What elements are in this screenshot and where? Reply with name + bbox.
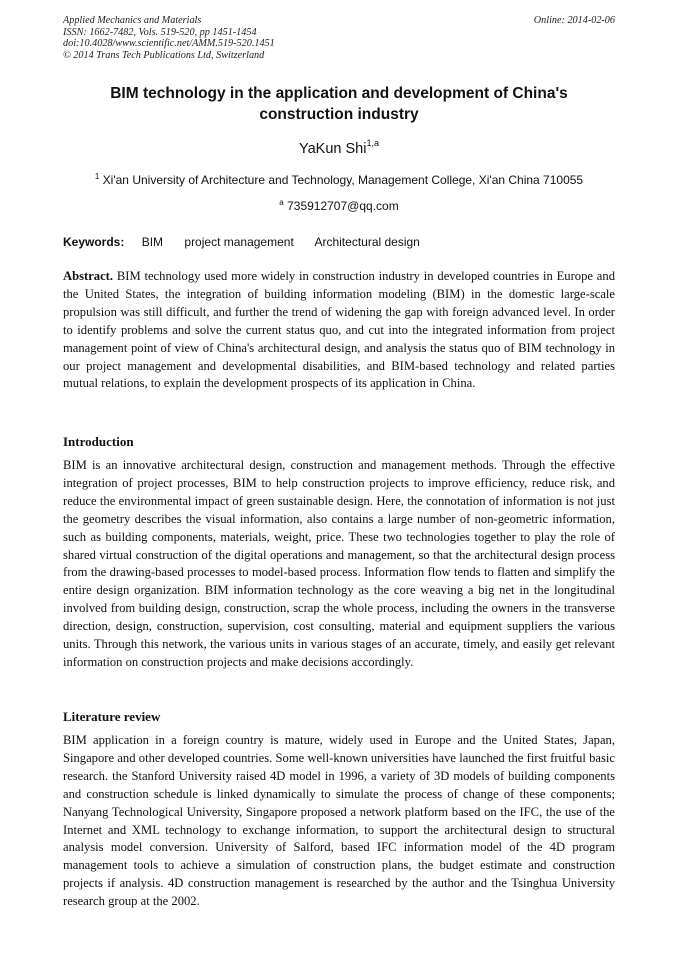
keyword: BIM	[141, 235, 164, 249]
literature-review-text: BIM application in a foreign country is mature, widely used in Europe and the United States, Japan, Singapore and other developed countries. Some well-known universities have launched the first fruitful basic research. the Stanford University raised 4D model in 1996, a variety of 3D models of building components and construction schedule is linked dynamically to simulate the process of change of these components; Nanyang Technological University, Singapore proposed a network platform based on the IFC, the use of the Internet and XML technology to exchange information, to support the architectural design to structural analysis model conversion. University of Salford, based IFC information model of the 4D program management tools to achieve a simulation of construction plans, the budget estimate and construction projects if analysis. 4D construction management is researched by the author and the Tsinghua University research group at the 2002.	[63, 733, 615, 909]
abstract	[63, 268, 615, 393]
email-sup: a	[279, 198, 284, 207]
keywords-label: Keywords:	[63, 235, 125, 249]
literature-review-heading: Literature review	[63, 709, 161, 724]
journal-doi: doi:10.4028/www.scientific.net/AMM.519-520.1451	[63, 38, 275, 50]
email-line	[63, 198, 615, 213]
abstract-label: Abstract.	[63, 269, 114, 283]
affiliation-text: Xi'an University of Architecture and Technology, Management College, Xi'an China 710055	[102, 173, 584, 187]
online-date: Online: 2014-02-06	[533, 15, 615, 26]
keyword: project management	[184, 235, 294, 249]
journal-name: Applied Mechanics and Materials	[63, 15, 202, 26]
journal-issn: ISSN: 1662-7482, Vols. 519-520, pp 1451-1454	[63, 26, 257, 38]
keyword: Architectural design	[314, 235, 420, 249]
introduction-text: BIM is an innovative architectural design, construction and management methods. Through the effective integration of project processes, BIM to help construction projects to improve efficiency, reduce risk, and reduce the environmental impact of green sustainable design. Here, the connotation of information is not just the geometry describes the visual information, also contains a large number of non-geometric information, such as building components, materials, weight, price. These two technologies together to play the role of shared virtual construction of the digital operations and management, so that the architectural design process from the drawing-based processes to model-based process. Information flow tends to flatten and simplify the entire design organization. BIM information technology as the core weaving a big net in the longitudinal involved from building design, construction, scrap the whole process, including the owners in the transverse direction, design, construction, supervision, cost consulting, material and equipment suppliers the various units. Through this network, the various units in various stages of an accurate, timely, and easily get relevant information on construction projects and make decisions accordingly.	[63, 458, 615, 669]
journal-copyright: © 2014 Trans Tech Publications Ltd, Switzerland	[63, 49, 265, 61]
author-name: YaKun Shi	[299, 140, 367, 157]
paper-title: BIM technology in the application and development of China's construction industry	[110, 85, 568, 123]
affiliation	[63, 172, 615, 187]
journal-header	[63, 15, 615, 61]
keywords-line	[63, 235, 615, 249]
affiliation-sup: 1	[94, 172, 100, 181]
author-line	[63, 139, 615, 157]
abstract-text: BIM technology used more widely in construction industry in developed countries in Europe and the United States, the integration of building information modeling (BIM) in the domestic large-scale propulsion was still difficult, and further the trend of widening the gap with foreign advanced level. In order to identify problems and solve the current status quo, and cut into the integrated information from project management point of view of China's architectural design, and analysis the status quo of BIM technology in our project management and developmental disabilities, and BIM-based technology and related parties mutual relations, to explain the development prospects of its application in China.	[63, 269, 615, 391]
email-address: 735912707@qq.com	[287, 199, 399, 213]
author-sup: 1,a	[366, 138, 379, 148]
introduction-heading: Introduction	[63, 434, 134, 449]
